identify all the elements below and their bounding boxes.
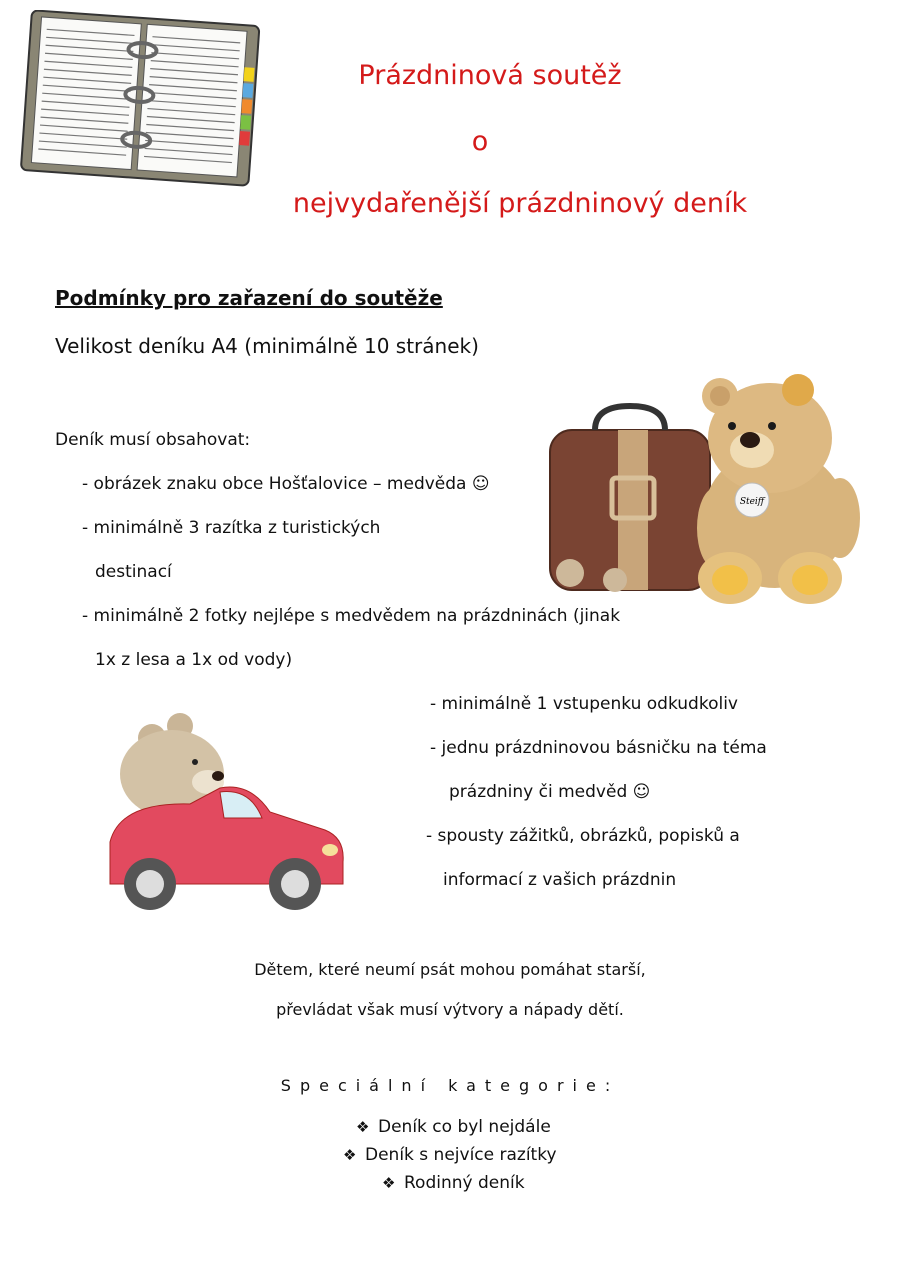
special-categories-heading: Speciální kategorie: — [280, 1076, 620, 1095]
title-line-3: nejvydařenější prázdninový deník — [292, 188, 748, 219]
steiff-tag-text: Steiff — [739, 497, 765, 507]
bear-in-car-image — [100, 712, 350, 910]
condition-item: - jednu prázdninovou básničku na téma — [430, 738, 767, 758]
condition-item: - spousty zážitků, obrázků, popisků a — [426, 826, 740, 846]
diary-size: Velikost deníku A4 (minimálně 10 stránek) — [55, 334, 479, 358]
condition-item: destinací — [95, 562, 172, 582]
special-category-item — [343, 1145, 557, 1165]
condition-item: - minimálně 1 vstupenku odkudkoliv — [430, 694, 738, 714]
special-category-label: Deník s nejvíce razítky — [365, 1145, 557, 1165]
note-line-2: převládat však musí výtvory a nápady dětí. — [276, 1000, 624, 1019]
must-contain-label: Deník musí obsahovat: — [55, 430, 251, 450]
special-category-label: Rodinný deník — [404, 1173, 525, 1193]
condition-item: - minimálně 2 fotky nejlépe s medvědem na prázdninách (jinak — [82, 606, 621, 626]
condition-item: - obrázek znaku obce Hošťalovice – medvěda ☺ — [82, 474, 490, 494]
condition-item: prázdniny či medvěd ☺ — [449, 782, 651, 802]
teddy-bear-suitcase-image — [540, 368, 870, 608]
special-category-item — [382, 1173, 525, 1193]
note-line-1: Dětem, které neumí psát mohou pomáhat starší, — [254, 960, 646, 979]
title-line-2: o — [471, 126, 489, 157]
title-line-1: Prázdninová soutěž — [358, 60, 622, 91]
condition-item: - minimálně 3 razítka z turistických — [82, 518, 381, 538]
condition-item: informací z vašich prázdnin — [443, 870, 677, 890]
ring-diary-icon — [14, 10, 266, 190]
special-category-label: Deník co byl nejdále — [378, 1117, 551, 1137]
condition-item: 1x z lesa a 1x od vody) — [95, 650, 293, 670]
diamond-bullet-icon: ❖ — [356, 1118, 370, 1136]
diamond-bullet-icon: ❖ — [343, 1146, 357, 1164]
special-category-item — [356, 1117, 551, 1137]
conditions-heading: Podmínky pro zařazení do soutěže — [55, 286, 443, 310]
diamond-bullet-icon: ❖ — [382, 1174, 396, 1192]
